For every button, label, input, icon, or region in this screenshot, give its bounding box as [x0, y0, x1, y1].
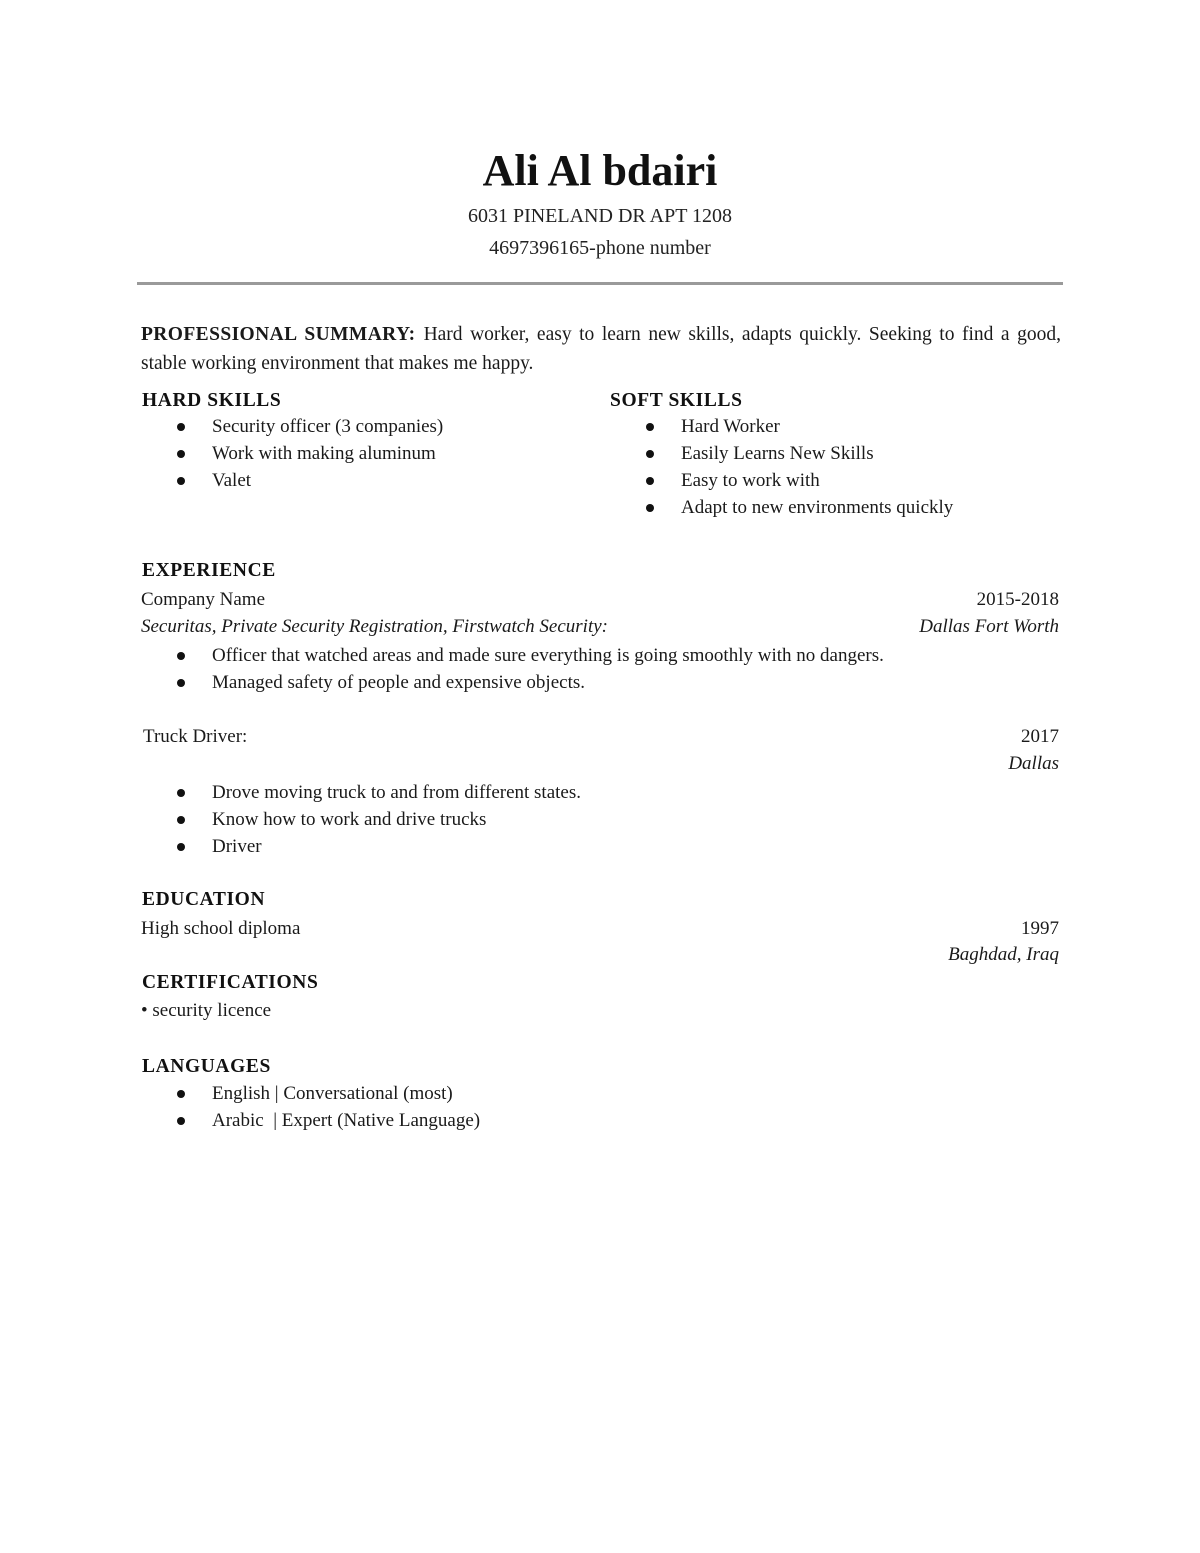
list-item: Officer that watched areas and made sure everything is going smoothly with no dangers. — [177, 642, 884, 669]
bullet-icon — [177, 1090, 185, 1098]
bullet-icon — [646, 504, 654, 512]
experience-heading: EXPERIENCE — [142, 560, 276, 581]
bullet-icon — [177, 843, 185, 851]
bullet-icon — [177, 477, 185, 485]
job-location: Dallas — [1008, 753, 1059, 774]
list-item: Driver — [177, 833, 581, 860]
languages-list — [177, 1080, 480, 1134]
list-item: Work with making aluminum — [177, 440, 443, 467]
soft-skills-heading: SOFT SKILLS — [610, 390, 743, 411]
list-item: Security officer (3 companies) — [177, 413, 443, 440]
job-location: Dallas Fort Worth — [919, 616, 1059, 637]
certifications-heading: CERTIFICATIONS — [142, 972, 319, 993]
address: 6031 PINELAND DR APT 1208 — [467, 205, 733, 227]
list-item: Adapt to new environments quickly — [646, 494, 953, 521]
job-title: Truck Driver: — [143, 726, 248, 747]
list-item: Hard Worker — [646, 413, 953, 440]
summary-label: PROFESSIONAL SUMMARY: — [141, 324, 416, 345]
list-item: Valet — [177, 467, 443, 494]
hard-skills-heading: HARD SKILLS — [142, 390, 282, 411]
bullet-icon — [177, 423, 185, 431]
list-item: Arabic | Expert (Native Language) — [177, 1107, 480, 1134]
phone-number: 4697396165-phone number — [489, 237, 711, 259]
education-location: Baghdad, Iraq — [948, 944, 1059, 965]
education-year: 1997 — [1021, 918, 1059, 939]
job-bullets — [177, 779, 581, 860]
header-divider — [137, 282, 1063, 285]
list-item: Know how to work and drive trucks — [177, 806, 581, 833]
candidate-name: Ali Al bdairi — [482, 146, 718, 195]
hard-skills-list — [177, 413, 443, 494]
bullet-icon — [177, 450, 185, 458]
summary-text: Hard worker, easy to learn new skills, adapts quickly. Seeking to find a good, stable working environment that makes me happy. — [141, 324, 1061, 374]
list-item: Easily Learns New Skills — [646, 440, 953, 467]
job-company: Securitas, Private Security Registration, Firstwatch Security: — [141, 616, 608, 637]
bullet-icon — [646, 477, 654, 485]
job-dates: 2017 — [1021, 726, 1059, 747]
bullet-icon — [177, 816, 185, 824]
professional-summary — [141, 320, 1061, 378]
list-item: Drove moving truck to and from different states. — [177, 779, 581, 806]
education-degree: High school diploma — [141, 918, 301, 939]
bullet-icon — [177, 1117, 185, 1125]
list-item: Easy to work with — [646, 467, 953, 494]
certification-item: • security licence — [141, 1000, 272, 1021]
bullet-icon — [177, 789, 185, 797]
job-dates: 2015-2018 — [976, 589, 1059, 610]
bullet-icon — [177, 679, 185, 687]
bullet-icon — [177, 652, 185, 660]
bullet-icon — [646, 450, 654, 458]
soft-skills-list — [646, 413, 953, 521]
education-heading: EDUCATION — [142, 889, 266, 910]
job-title: Company Name — [141, 589, 266, 610]
list-item: Managed safety of people and expensive objects. — [177, 669, 884, 696]
languages-heading: LANGUAGES — [142, 1056, 271, 1077]
job-bullets — [177, 642, 884, 696]
bullet-icon — [646, 423, 654, 431]
list-item: English | Conversational (most) — [177, 1080, 480, 1107]
